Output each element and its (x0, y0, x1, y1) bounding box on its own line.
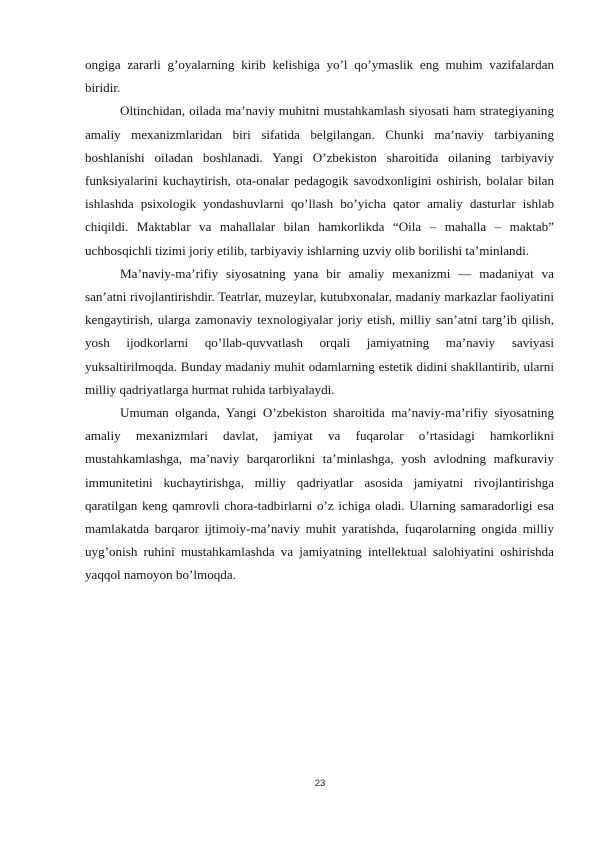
paragraph-culture-and-art: Ma’naviy-ma’rifiy siyosatning yana bir amaliy mexanizmi — madaniyat va san’atni rivojlantirishdir. Teatrlar, muzeylar, kutubxonalar, madaniy markazlar faoliyatini kengaytirish, ularga zamonaviy texnologiyalar joriy etish, milliy san’atni targ’ib qilish, yosh ijodkorlarni qo’llab-quvvatlash orqali jamiyatning ma’naviy saviyasi yuksaltirilmoqda. Bunday madaniy muhit odamlarning estetik didini shakllantirib, ularni milliy qadriyatlarga hurmat ruhida tarbiyalaydi. (85, 265, 554, 397)
paragraph-family-spiritual-environment: Oltinchidan, oilada ma’naviy muhitni mustahkamlash siyosati ham strategiyaning amaliy mexanizmlaridan biri sifatida belgilangan. Chunki ma’naviy tarbiyaning boshlanishi oiladan boshlanadi. Yangi O’zbekiston sharoitida oilaning tarbiyaviy funksiyalarini kuchaytirish, ota-onalar pedagogik savodxonligini oshirish, bolalar bilan ishlashda psixologik yondashuvlarni qo’llash bo’yicha qator amaliy dasturlar ishlab chiqildi. Maktablar va mahallalar bilan hamkorlikda “Oila – mahalla – maktab” uchbosqichli tizimi joriy etilib, tarbiyaviy ishlarning uzviy olib borilishi ta’minlandi. (85, 103, 554, 258)
body-text (85, 53, 554, 587)
paragraph-continuation: ongiga zararli g’oyalarning kirib kelishiga yo’l qo’ymaslik eng muhim vazifalardan biridir. (85, 57, 554, 96)
page-number: 23 (314, 778, 326, 789)
paragraph-conclusion: Umuman olganda, Yangi O’zbekiston sharoitida ma’naviy-ma’rifiy siyosatning amaliy mexanizmlari davlat, jamiyat va fuqarolar o’rtasidagi hamkorlikni mustahkamlashga, ma’naviy barqarorlikni ta’minlashga, yosh avlodning mafkuraviy immunitetini kuchaytirishga, milliy qadriyatlar asosida jamiyatni rivojlantirishga qaratilgan keng qamrovli chora-tadbirlarni o’z ichiga oladi. Ularning samaradorligi esa mamlakatda barqaror ijtimoiy-ma’naviy muhit yaratishda, fuqarolarning ongida milliy uyg’onish ruhini mustahkamlashda va jamiyatning intellektual salohiyatini oshirishda yaqqol namoyon bo’lmoqda. (85, 405, 554, 583)
